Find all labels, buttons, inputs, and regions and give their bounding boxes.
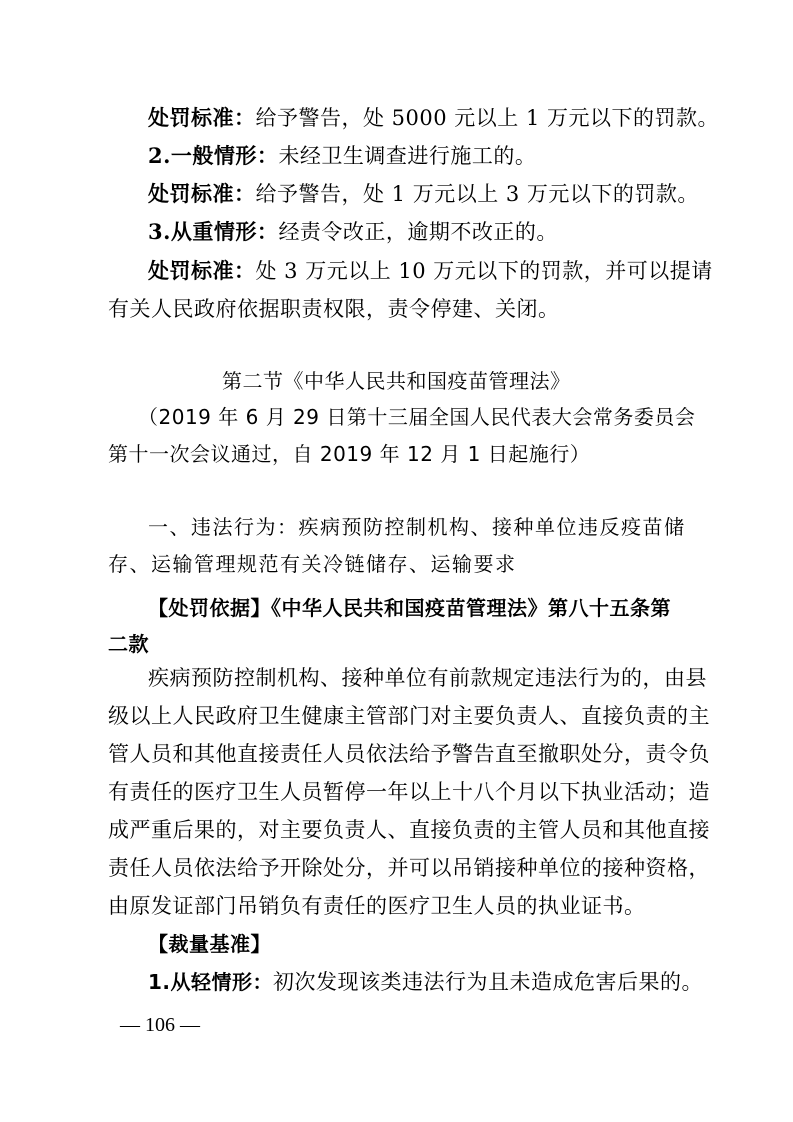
penalty-standard-line-1 bbox=[148, 103, 719, 133]
penalty-basis-line-1: 【处罚依据】《中华人民共和国疫苗管理法》第八十五条第 bbox=[148, 596, 671, 620]
body-line-3: 管人员和其他直接责任人员依法给予警告直至撤职处分，责令负 bbox=[108, 742, 710, 766]
page-number: — 106 — bbox=[120, 1014, 200, 1036]
penalty-standard-text: 处 3 万元以上 10 万元以下的罚款，并可以提请 bbox=[255, 259, 713, 283]
light-case-line bbox=[148, 967, 703, 997]
severe-case-text: 经责令改正，逾期不改正的。 bbox=[278, 220, 558, 244]
body-line-6: 责任人员依法给予开除处分，并可以吊销接种单位的接种资格， bbox=[108, 856, 710, 880]
body-line-5: 成严重后果的，对主要负责人、直接负责的主管人员和其他直接 bbox=[108, 818, 710, 842]
penalty-standard-label: 处罚标准： bbox=[148, 258, 256, 283]
penalty-standard-label: 处罚标准： bbox=[148, 105, 256, 130]
penalty-standard-text: 给予警告，处 5000 元以上 1 万元以下的罚款。 bbox=[255, 106, 720, 130]
penalty-basis-line-2: 二款 bbox=[108, 632, 149, 656]
body-line-7: 由原发证部门吊销负有责任的医疗卫生人员的执业证书。 bbox=[108, 894, 646, 918]
severe-case-line bbox=[148, 217, 558, 247]
penalty-standard-text: 给予警告，处 1 万元以上 3 万元以下的罚款。 bbox=[255, 182, 699, 206]
general-case-line bbox=[148, 141, 536, 171]
severe-case-label: 3.从重情形： bbox=[148, 219, 279, 244]
general-case-label: 2.一般情形： bbox=[148, 143, 279, 168]
body-line-4: 有责任的医疗卫生人员暂停一年以上十八个月以下执业活动；造 bbox=[108, 780, 710, 804]
violation-line-2: 存、运输管理规范有关冷链储存、运输要求 bbox=[108, 552, 517, 576]
body-line-2: 级以上人民政府卫生健康主管部门对主要负责人、直接负责的主 bbox=[108, 704, 710, 728]
section-title: 第二节《中华人民共和国疫苗管理法》 bbox=[222, 369, 571, 393]
body-line-1: 疾病预防控制机构、接种单位有前款规定违法行为的，由县 bbox=[148, 666, 707, 690]
discretion-standard-heading: 【裁量基准】 bbox=[148, 932, 271, 956]
general-case-text: 未经卫生调查进行施工的。 bbox=[278, 144, 537, 168]
continuation-text: 有关人民政府依据职责权限，责令停建、关闭。 bbox=[108, 297, 560, 321]
penalty-standard-continuation bbox=[108, 294, 560, 324]
penalty-standard-label: 处罚标准： bbox=[148, 181, 256, 206]
penalty-standard-line-3 bbox=[148, 256, 713, 286]
section-note-line-1: （2019 年 6 月 29 日第十三届全国人民代表大会常务委员会 bbox=[138, 405, 696, 429]
penalty-standard-line-2 bbox=[148, 179, 699, 209]
section-note-line-2: 第十一次会议通过，自 2019 年 12 月 1 日起施行） bbox=[108, 442, 591, 466]
light-case-label: 1.从轻情形： bbox=[148, 970, 274, 994]
light-case-text: 初次发现该类违法行为且未造成危害后果的。 bbox=[273, 970, 704, 994]
violation-line-1: 一、违法行为：疾病预防控制机构、接种单位违反疫苗储 bbox=[148, 515, 686, 539]
